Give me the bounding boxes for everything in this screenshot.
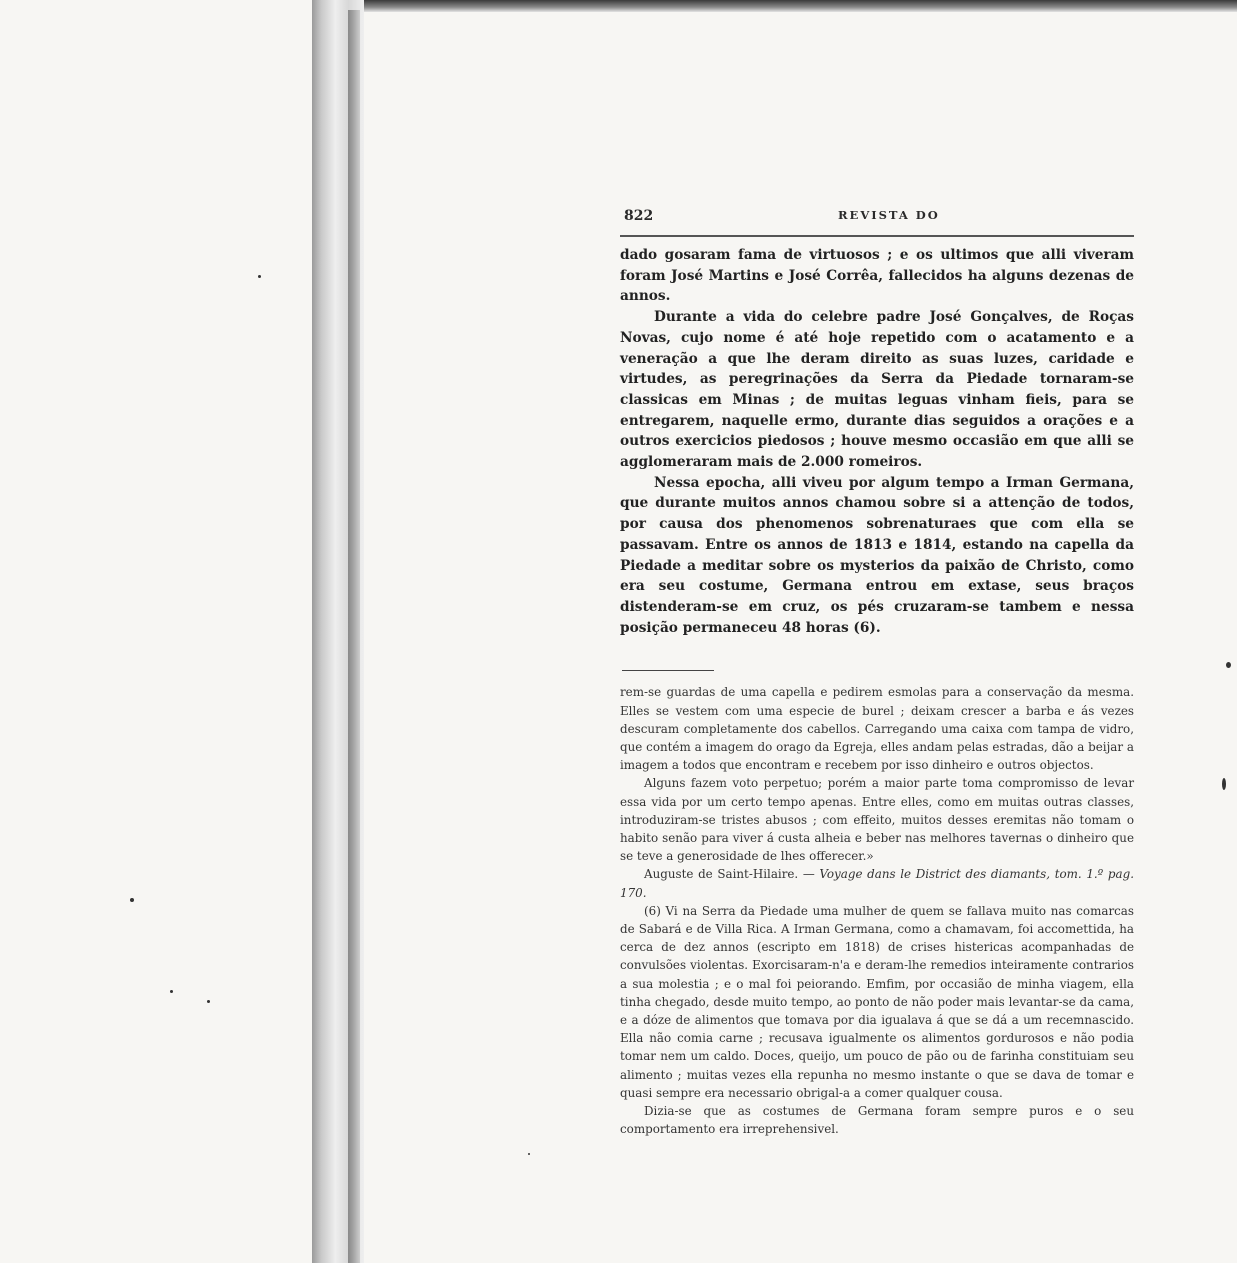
scan-top-edge — [315, 0, 1237, 12]
scan-speck — [207, 1000, 210, 1003]
body-paragraph: Nessa epocha, alli viveu por algum tempo a Irman Germana, que durante muitos annos chamou sobre si a attenção de todos, por causa dos phenomenos sobrenaturaes que com ella se passavam. Entre os annos de 1813 e 1814, estando na capella da Piedade a meditar sobre os mysterios da paixão de Christo, como era seu costume, Germana entrou em extase, seus braços distenderam-se em cruz, os pés cruzaram-se tambem e nessa posição permaneceu 48 horas (6). — [620, 474, 1134, 636]
footnote-paragraph: (6) Vi na Serra da Piedade uma mulher de quem se fallava muito nas comarcas de Sabará e de Villa Rica. A Irman Germana, como a chamavam, foi accomettida, ha cerca de dez annos (escripto em 1818) de crises histericas acompanhadas de convulsões violentas. Exorcisaram-n'a e deram-lhe remedios inteiramente contrarios a sua molestia ; e o mal foi peiorando. Emfim, por occasião de minha viagem, ella tinha chegado, desde muito tempo, ao ponto de não poder mais levantar-se da cama, e a dóze de alimentos que tomava por dia igualava á que se dá a um recemnascido. Ella não comia carne ; recusava igualmente os alimentos gordurosos e não podia tomar nem um caldo. Doces, queijo, um pouco de pão ou de farinha constituiam seu alimento ; muitas vezes ella repunha no mesmo instante o que se dava de tomar e quasi sempre era necessario obrigal-a a comer qualquer cousa. — [620, 903, 1134, 1100]
book-page — [620, 205, 1134, 1138]
running-head — [620, 205, 1134, 227]
scan-speck — [130, 898, 134, 902]
gutter-shadow — [348, 10, 360, 1263]
scan-speck — [170, 990, 173, 993]
footnotes — [620, 683, 1134, 1138]
scan-speck — [1222, 778, 1226, 790]
footnote-citation — [620, 865, 1134, 901]
citation-author: Auguste de Saint-Hilaire. — — [644, 867, 820, 882]
main-text — [620, 245, 1134, 638]
running-title: REVISTA DO — [838, 208, 940, 222]
body-paragraph: Durante a vida do celebre padre José Gonçalves, de Roças Novas, cujo nome é até hoje repetido com o acatamento e a veneração a que lhe deram direito as suas luzes, caridade e virtudes, as peregrinações da Serra da Piedade tornaram-se classicas em Minas ; de muitas leguas vinham fieis, para se entregarem, naquelle ermo, durante dias seguidos a orações e a outros exercicios piedosos ; houve mesmo occasião em que alli se agglomeraram mais de 2.000 romeiros. — [620, 309, 1134, 471]
book-binding-gutter — [312, 0, 364, 1263]
page-number: 822 — [624, 208, 654, 224]
scan-speck — [528, 1153, 530, 1155]
footnote-paragraph: rem-se guardas de uma capella e pedirem esmolas para a conservação da mesma. Elles se vestem com uma especie de burel ; deixam crescer a barba e ás vezes descuram completamente dos cabellos. Carregando uma caixa com tampa de vidro, que contém a imagem do orago da Egreja, elles andam pelas estradas, dão a beijar a imagem a todos que encontram e recebem por isso dinheiro e outros objectos. — [620, 685, 1134, 773]
footnote-paragraph: Alguns fazem voto perpetuo; porém a maior parte toma compromisso de levar essa vida por um certo tempo apenas. Entre elles, como em muitas outras classes, introduziram-se tristes abusos ; com effeito, muitos desses eremitas não tomam o habito senão para viver á custa alheia e beber nas melhores tavernas o dinheiro que se teve a generosidade de lhes offerecer.» — [620, 776, 1134, 864]
body-paragraph: dado gosaram fama de virtuosos ; e os ultimos que alli viveram foram José Martins e José Corrêa, fallecidos ha alguns dezenas de annos. — [620, 247, 1134, 305]
citation-work: Voyage dans le District des diamants, tom. 1.º pag. 170. — [620, 867, 1135, 900]
header-rule — [620, 235, 1134, 237]
footnote-rule — [622, 670, 714, 671]
scan-speck — [1226, 662, 1231, 668]
footnote-paragraph: Dizia-se que as costumes de Germana foram sempre puros e o seu comportamento era irreprehensivel. — [620, 1104, 1134, 1137]
scan-speck — [258, 275, 261, 278]
